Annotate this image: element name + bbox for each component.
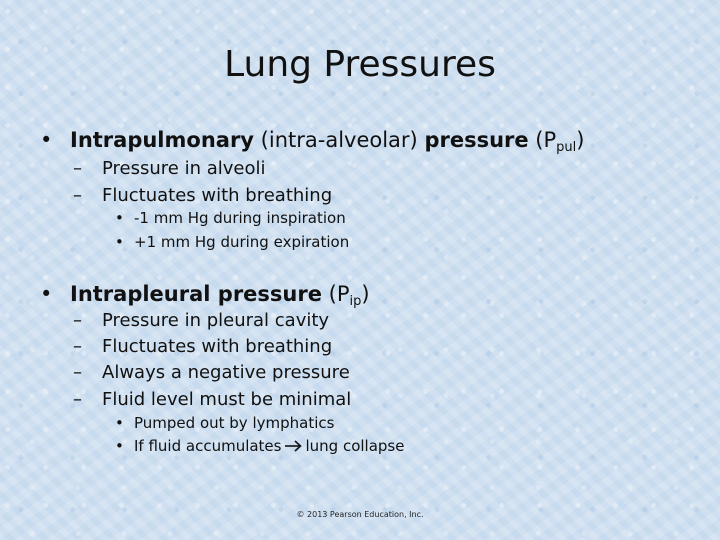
term-intrapleural-pressure: Intrapleural pressure [70, 282, 322, 306]
list-item: Pressure in alveoli [102, 158, 266, 179]
dash-icon: – [73, 362, 82, 383]
arrow-text-after: lung collapse [305, 437, 405, 455]
paren-close: ) [576, 128, 585, 152]
right-arrow-icon [284, 440, 302, 452]
section-intrapleural-heading [70, 282, 370, 309]
bullet-icon: • [115, 233, 124, 251]
bullet-icon: • [115, 209, 124, 227]
list-item: Always a negative pressure [102, 362, 350, 383]
list-item: Pressure in pleural cavity [102, 310, 330, 331]
sub-list-item: Pumped out by lymphatics [134, 414, 335, 432]
paren-close: ) [361, 282, 370, 306]
sub-list-item-collapse [134, 437, 404, 455]
dash-icon: – [73, 336, 82, 357]
term-pressure: pressure [424, 128, 529, 152]
bullet-icon: • [40, 282, 53, 306]
bullet-icon: • [115, 437, 124, 455]
list-item: Fluid level must be minimal [102, 389, 352, 410]
sub-list-item: -1 mm Hg during inspiration [134, 209, 346, 227]
paren-open: (P [321, 282, 350, 306]
sub-list-item: +1 mm Hg during expiration [134, 233, 350, 251]
slide-title: Lung Pressures [224, 44, 496, 85]
list-item: Fluctuates with breathing [102, 336, 333, 357]
paren-open: (P [528, 128, 557, 152]
arrow-text-before: If fluid accumulates [134, 437, 282, 455]
copyright-footer: © 2013 Pearson Education, Inc. [296, 510, 424, 519]
bullet-icon: • [115, 414, 124, 432]
list-item: Fluctuates with breathing [102, 185, 333, 206]
section-intrapulmonary-heading [70, 128, 584, 155]
subscript-pul: pul [556, 140, 577, 155]
bullet-icon: • [40, 128, 53, 152]
dash-icon: – [73, 185, 82, 206]
term-middle: (intra-alveolar) [254, 128, 425, 152]
subscript-ip: ip [349, 294, 362, 309]
dash-icon: – [73, 158, 82, 179]
dash-icon: – [73, 389, 82, 410]
dash-icon: – [73, 310, 82, 331]
term-intrapulmonary: Intrapulmonary [70, 128, 254, 152]
